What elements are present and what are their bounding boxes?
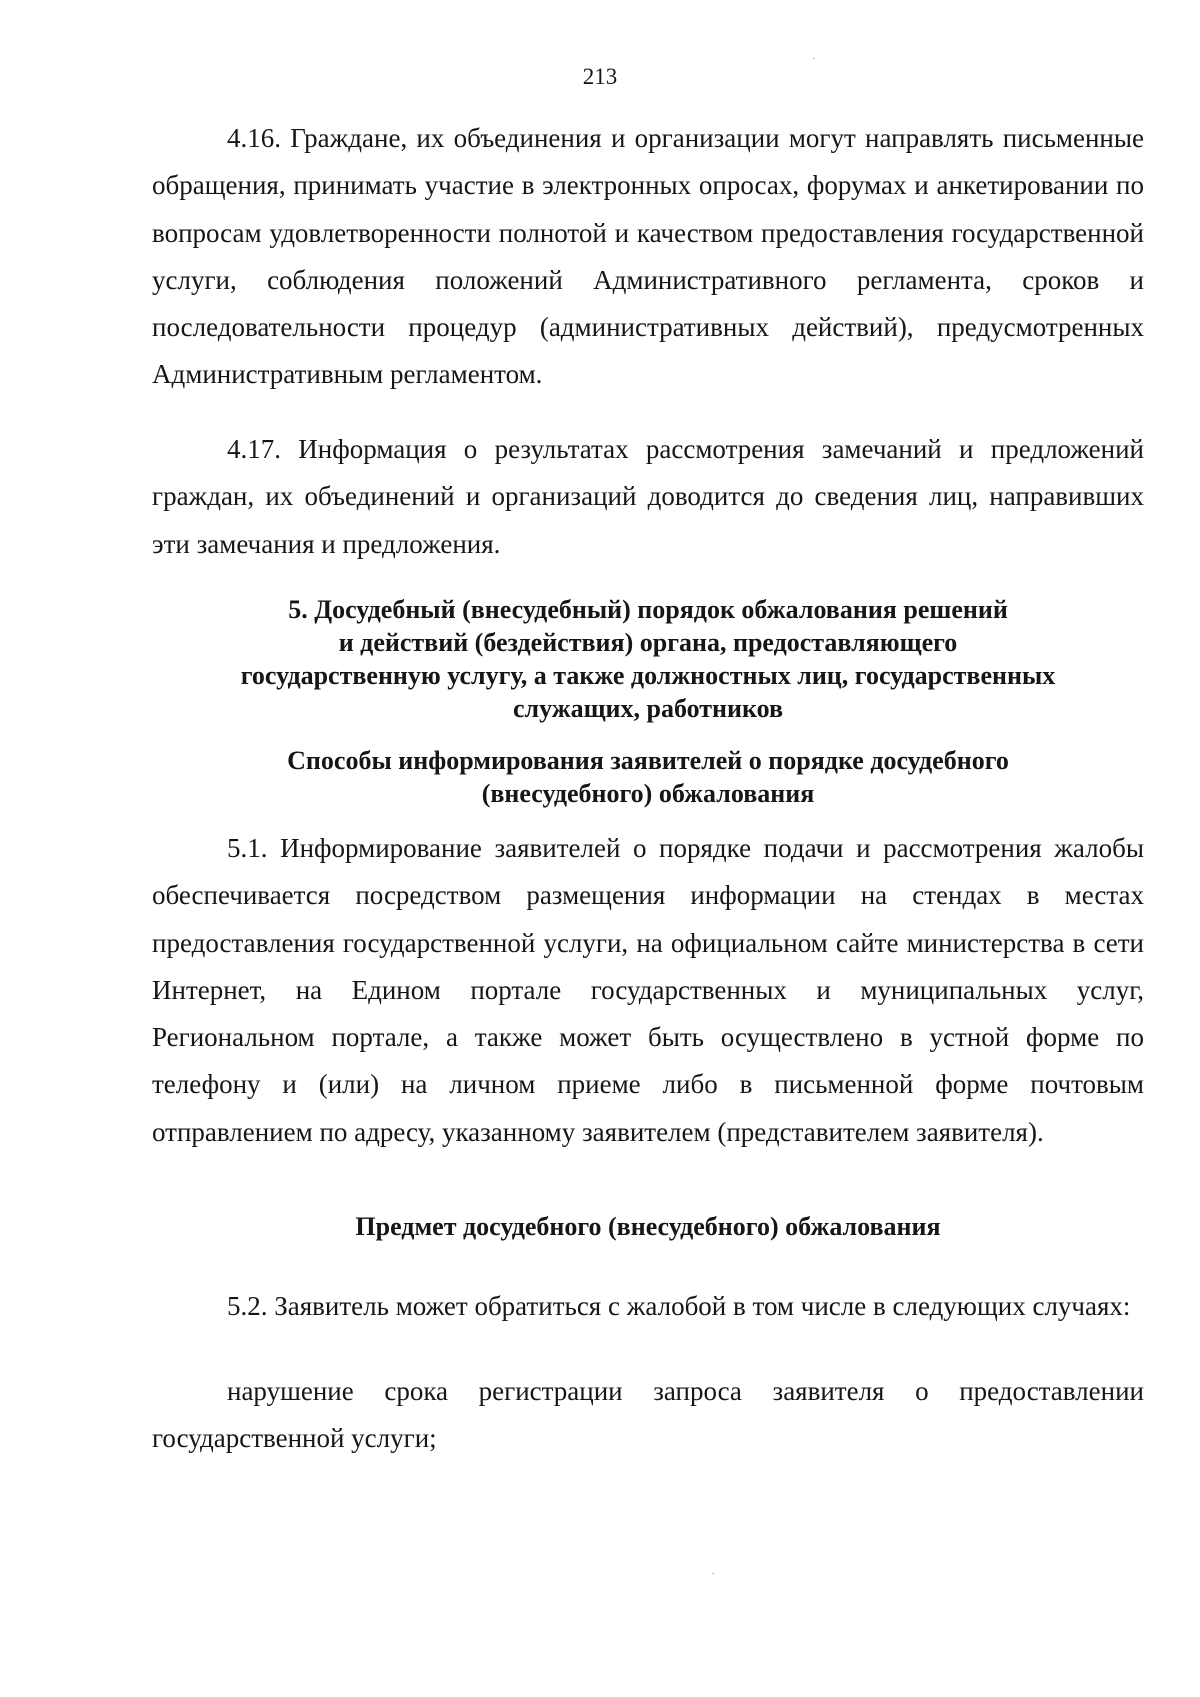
section-5-heading-line: служащих, работников xyxy=(512,694,784,723)
scan-speck xyxy=(813,58,815,59)
section-5-heading-line: и действий (бездействия) органа, предоставляющего xyxy=(338,628,958,657)
paragraph-5-2: 5.2. Заявитель может обратиться с жалобой в том числе в следующих случаях: xyxy=(227,1291,1131,1321)
informing-subheading-line: (внесудебного) обжалования xyxy=(481,779,815,808)
paragraph-5-2-item-1: нарушение срока регистрации запроса заявителя о предоставлении государственной услуги; xyxy=(152,1376,1144,1454)
section-5-heading-line: 5. Досудебный (внесудебный) порядок обжалования решений xyxy=(288,595,1008,624)
page-number: 213 xyxy=(582,64,618,89)
section-5-heading xyxy=(152,593,1144,725)
informing-subheading xyxy=(152,744,1144,810)
scan-speck xyxy=(712,1573,714,1574)
informing-subheading-line: Способы информирования заявителей о порядке досудебного xyxy=(287,746,1009,775)
paragraph-5-1: 5.1. Информирование заявителей о порядке подачи и рассмотрения жалобы обеспечивается посредством размещения информации на стендах в местах предоставления государственной услуги, на официальном сайте министерства в сети Интернет, на Едином портале государственных и муниципальных услуг, Региональном портале, а также может быть осуществлено в устной форме по телефону и (или) на личном приеме либо в письменной форме почтовым отправлением по адресу, указанному заявителем (представителем заявителя). xyxy=(152,833,1144,1147)
subject-subheading xyxy=(152,1210,1144,1243)
paragraph-4-17: 4.17. Информация о результатах рассмотрения замечаний и предложений граждан, их объединений и организаций доводится до сведения лиц, направивших эти замечания и предложения. xyxy=(152,434,1144,559)
paragraph-4-16: 4.16. Граждане, их объединения и организации могут направлять письменные обращения, принимать участие в электронных опросах, форумах и анкетировании по вопросам удовлетворенности полнотой и качеством предоставления государственной услуги, соблюдения положений Административного регламента, сроков и последовательности процедур (административных действий), предусмотренных Административным регламентом. xyxy=(152,123,1144,390)
subject-subheading-line: Предмет досудебного (внесудебного) обжалования xyxy=(355,1212,941,1241)
section-5-heading-line: государственную услугу, а также должностных лиц, государственных xyxy=(240,661,1056,690)
